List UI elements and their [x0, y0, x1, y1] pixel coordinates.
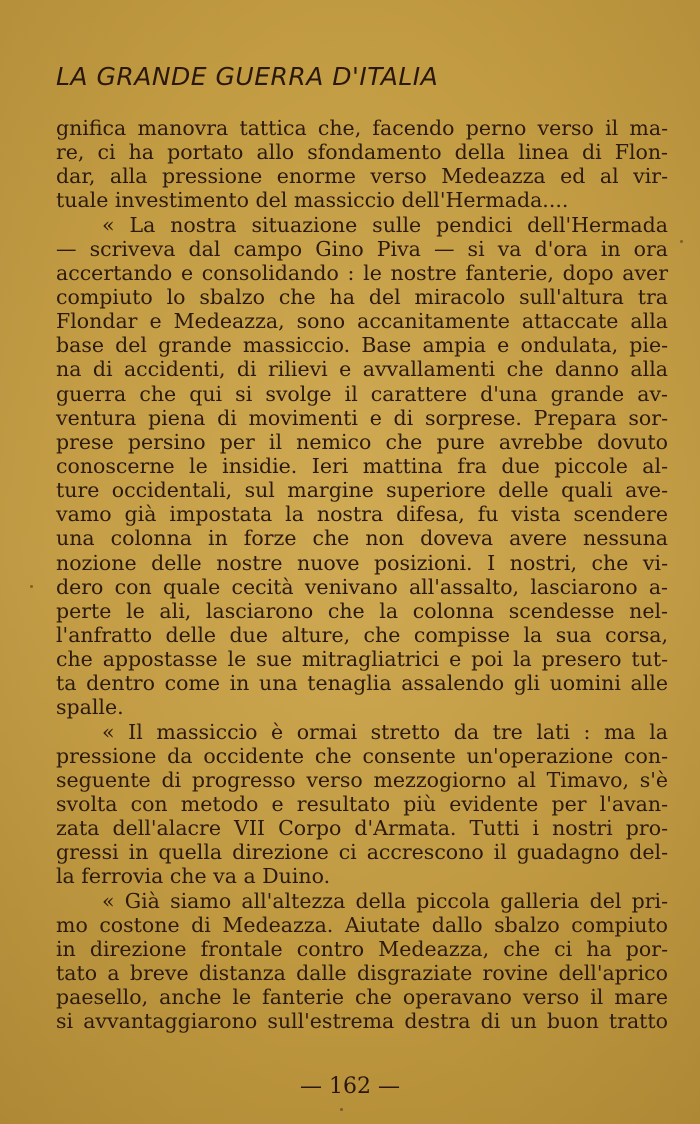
text-line: zata dell'alacre VII Corpo d'Armata. Tutti i nostri pro-	[56, 816, 668, 841]
text-line: spalle.	[56, 695, 124, 720]
text-line: conoscerne le insidie. Ieri mattina fra due piccole al-	[56, 453, 668, 478]
text-line: che appostasse le sue mitragliatrici e poi la presero tut-	[56, 647, 668, 672]
text-line: in direzione frontale contro Medeazza, che ci ha por-	[56, 936, 668, 961]
text-line: gnifica manovra tattica che, facendo perno verso il ma-	[56, 116, 668, 140]
text-line: « Il massiccio è ormai stretto da tre lati : ma la	[102, 719, 668, 744]
text-line: la ferrovia che va a Duino.	[56, 864, 331, 889]
text-line: « La nostra situazione sulle pendici dell'Hermada	[102, 212, 668, 237]
running-head: LA GRANDE GUERRA D'ITALIA	[56, 62, 439, 91]
text-line: dar, alla pressione enorme verso Medeazza ed al vir-	[56, 164, 668, 189]
text-line: guerra che qui si svolge il carattere d'una grande av-	[56, 381, 668, 406]
text-line: mo costone di Medeazza. Aiutate dallo sbalzo compiuto	[56, 912, 668, 937]
text-line: dero con quale cecità venivano all'assalto, lasciarono a-	[56, 574, 668, 599]
text-line: base del grande massiccio. Base ampia e ondulata, pie-	[56, 333, 668, 358]
text-line: re, ci ha portato allo sfondamento della linea di Flon-	[56, 140, 668, 165]
text-line: paesello, anche le fanterie che operavano verso il mare	[56, 985, 668, 1010]
text-line: gressi in quella direzione ci accrescono il guadagno del-	[56, 840, 668, 865]
text-line: prese persino per il nemico che pure avrebbe dovuto	[56, 429, 668, 454]
text-line: nozione delle nostre nuove posizioni. I nostri, che vi-	[56, 550, 668, 575]
text-line: ventura piena di movimenti e di sorprese. Prepara sor-	[56, 405, 668, 430]
text-line: ta dentro come in una tenaglia assalendo gli uomini alle	[56, 671, 668, 696]
text-line: Flondar e Medeazza, sono accanitamente attaccate alla	[56, 309, 668, 334]
text-line: na di accidenti, di rilievi e avvallamenti che danno alla	[56, 357, 668, 382]
paper-speck	[340, 1108, 343, 1111]
text-line: seguente di progresso verso mezzogiorno al Timavo, s'è	[56, 767, 668, 792]
paper-speck	[680, 240, 683, 243]
page-number: — 162 —	[300, 1074, 400, 1099]
text-line: ture occidentali, sul margine superiore delle quali ave-	[56, 478, 668, 503]
text-line: tato a breve distanza dalle disgraziate rovine dell'aprico	[56, 960, 668, 985]
body-text	[56, 116, 668, 1033]
text-line: compiuto lo sbalzo che ha del miracolo sull'altura tra	[56, 284, 668, 309]
text-line: una colonna in forze che non doveva avere nessuna	[56, 526, 668, 551]
text-line: perte le ali, lasciarono che la colonna scendesse nel-	[56, 598, 668, 623]
text-line: svolta con metodo e resultato più evidente per l'avan-	[56, 791, 668, 816]
text-line: pressione da occidente che consente un'operazione con-	[56, 743, 668, 768]
text-line: tuale investimento del massiccio dell'Hermada....	[56, 188, 569, 213]
text-line: « Già siamo all'altezza della piccola galleria del pri-	[102, 888, 668, 913]
text-line: vamo già impostata la nostra difesa, fu vista scendere	[56, 502, 668, 527]
text-line: accertando e consolidando : le nostre fanterie, dopo aver	[56, 260, 668, 285]
text-line: — scriveva dal campo Gino Piva — si va d'ora in ora	[56, 236, 668, 261]
text-line: l'anfratto delle due alture, che compisse la sua corsa,	[56, 622, 668, 647]
paper-speck	[30, 585, 33, 588]
text-line: si avvantaggiarono sull'estrema destra di un buon tratto	[56, 1009, 668, 1034]
